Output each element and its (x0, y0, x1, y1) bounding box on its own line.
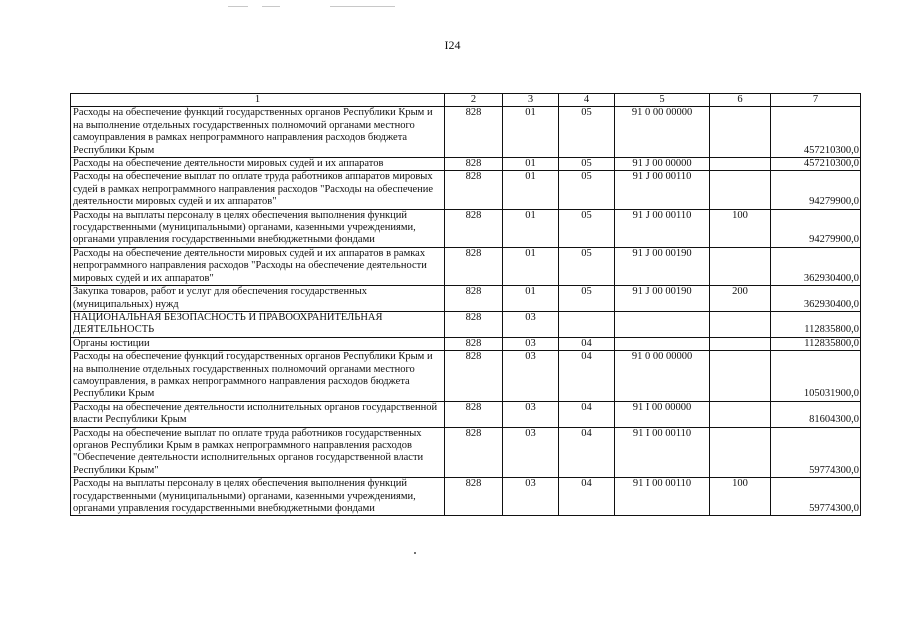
amount-cell: 457210300,0 (771, 107, 861, 158)
ministry-code-cell: 828 (445, 247, 503, 285)
column-header: 1 (71, 94, 445, 107)
expense-name-cell: НАЦИОНАЛЬНАЯ БЕЗОПАСНОСТЬ И ПРАВООХРАНИТЕЛЬНАЯ ДЕЯТЕЛЬНОСТЬ (71, 311, 445, 337)
expense-name-cell: Органы юстиции (71, 337, 445, 350)
section-code-cell: 03 (503, 427, 559, 478)
table-row (71, 478, 861, 516)
section-code-cell: 03 (503, 311, 559, 337)
expense-type-cell (710, 311, 771, 337)
target-article-cell: 91 J 00 00190 (615, 247, 710, 285)
target-article-cell (615, 311, 710, 337)
scan-artifact-line (330, 6, 395, 7)
expense-type-cell (710, 247, 771, 285)
expense-name-cell: Расходы на выплаты персоналу в целях обеспечения выполнения функций государственными (муниципальными) органами, казенными учреждениями, органами управления государственными внебюджетными фондами (71, 478, 445, 516)
subsection-code-cell: 05 (559, 158, 615, 171)
column-header: 4 (559, 94, 615, 107)
subsection-code-cell: 04 (559, 337, 615, 350)
ministry-code-cell: 828 (445, 427, 503, 478)
scan-speck (414, 552, 416, 554)
subsection-code-cell: 04 (559, 427, 615, 478)
section-code-cell: 03 (503, 401, 559, 427)
section-code-cell: 01 (503, 171, 559, 209)
expense-name-cell: Расходы на обеспечение функций государственных органов Республики Крым и на выполнение отдельных государственных полномочий органами местного самоуправления в рамках непрограммного направления расходов бюджета Республики Крым (71, 107, 445, 158)
column-header: 6 (710, 94, 771, 107)
subsection-code-cell: 04 (559, 478, 615, 516)
section-code-cell: 03 (503, 478, 559, 516)
target-article-cell: 91 J 00 00000 (615, 158, 710, 171)
amount-cell: 105031900,0 (771, 351, 861, 402)
table-row (71, 107, 861, 158)
amount-cell: 112835800,0 (771, 311, 861, 337)
expense-name-cell: Расходы на обеспечение деятельности мировых судей и их аппаратов в рамках непрограммного направления расходов "Расходы на обеспечение деятельности мировых судей и их аппаратов" (71, 247, 445, 285)
expense-type-cell (710, 351, 771, 402)
amount-cell: 81604300,0 (771, 401, 861, 427)
subsection-code-cell: 05 (559, 107, 615, 158)
expense-type-cell: 200 (710, 286, 771, 312)
ministry-code-cell: 828 (445, 286, 503, 312)
target-article-cell: 91 J 00 00110 (615, 209, 710, 247)
target-article-cell: 91 I 00 00000 (615, 401, 710, 427)
expense-type-cell: 100 (710, 478, 771, 516)
section-code-cell: 01 (503, 209, 559, 247)
amount-cell: 457210300,0 (771, 158, 861, 171)
target-article-cell: 91 I 00 00110 (615, 478, 710, 516)
ministry-code-cell: 828 (445, 478, 503, 516)
subsection-code-cell: 05 (559, 286, 615, 312)
section-code-cell: 01 (503, 158, 559, 171)
expense-type-cell (710, 171, 771, 209)
column-header: 7 (771, 94, 861, 107)
target-article-cell: 91 0 00 00000 (615, 351, 710, 402)
target-article-cell: 91 J 00 00190 (615, 286, 710, 312)
target-article-cell: 91 0 00 00000 (615, 107, 710, 158)
scan-artifact-line (228, 6, 248, 7)
column-header: 5 (615, 94, 710, 107)
target-article-cell: 91 I 00 00110 (615, 427, 710, 478)
column-header: 2 (445, 94, 503, 107)
column-number-row (71, 94, 861, 107)
subsection-code-cell: 05 (559, 209, 615, 247)
subsection-code-cell (559, 311, 615, 337)
page-number: I24 (444, 38, 461, 52)
table-row (71, 311, 861, 337)
expense-name-cell: Расходы на обеспечение выплат по оплате труда работников государственных органов Республики Крым в рамках непрограммного направления расходов "Обеспечение деятельности исполнительных органов государственной власти Республики Крым" (71, 427, 445, 478)
subsection-code-cell: 04 (559, 401, 615, 427)
section-code-cell: 01 (503, 286, 559, 312)
ministry-code-cell: 828 (445, 209, 503, 247)
ministry-code-cell: 828 (445, 107, 503, 158)
table-row (71, 158, 861, 171)
expense-name-cell: Расходы на обеспечение деятельности исполнительных органов государственной власти Республики Крым (71, 401, 445, 427)
section-code-cell: 01 (503, 107, 559, 158)
target-article-cell (615, 337, 710, 350)
expense-type-cell (710, 337, 771, 350)
subsection-code-cell: 04 (559, 351, 615, 402)
budget-table (70, 93, 861, 516)
scan-artifact-line (262, 6, 280, 7)
amount-cell: 59774300,0 (771, 427, 861, 478)
table-row (71, 247, 861, 285)
expense-name-cell: Расходы на обеспечение функций государственных органов Республики Крым и на выполнение отдельных государственных полномочий органами местного самоуправления, в рамках непрограммного направления расходов бюджета Республики Крым (71, 351, 445, 402)
column-header: 3 (503, 94, 559, 107)
expense-name-cell: Расходы на обеспечение выплат по оплате труда работников аппаратов мировых судей в рамках непрограммного направления расходов "Расходы на обеспечение деятельности мировых судей и их аппаратов" (71, 171, 445, 209)
section-code-cell: 01 (503, 247, 559, 285)
expense-type-cell (710, 427, 771, 478)
subsection-code-cell: 05 (559, 247, 615, 285)
amount-cell: 94279900,0 (771, 171, 861, 209)
amount-cell: 94279900,0 (771, 209, 861, 247)
amount-cell: 59774300,0 (771, 478, 861, 516)
table-row (71, 286, 861, 312)
ministry-code-cell: 828 (445, 311, 503, 337)
ministry-code-cell: 828 (445, 351, 503, 402)
expense-type-cell (710, 158, 771, 171)
expense-name-cell: Закупка товаров, работ и услуг для обеспечения государственных (муниципальных) нужд (71, 286, 445, 312)
ministry-code-cell: 828 (445, 401, 503, 427)
section-code-cell: 03 (503, 351, 559, 402)
expense-type-cell: 100 (710, 209, 771, 247)
table-row (71, 171, 861, 209)
expense-name-cell: Расходы на выплаты персоналу в целях обеспечения выполнения функций государственными (муниципальными) органами, казенными учреждениями, органами управления государственными внебюджетными фондами (71, 209, 445, 247)
subsection-code-cell: 05 (559, 171, 615, 209)
table-row (71, 337, 861, 350)
expense-type-cell (710, 107, 771, 158)
ministry-code-cell: 828 (445, 158, 503, 171)
amount-cell: 362930400,0 (771, 286, 861, 312)
table-row (71, 401, 861, 427)
expense-type-cell (710, 401, 771, 427)
table-row (71, 209, 861, 247)
ministry-code-cell: 828 (445, 337, 503, 350)
section-code-cell: 03 (503, 337, 559, 350)
target-article-cell: 91 J 00 00110 (615, 171, 710, 209)
amount-cell: 362930400,0 (771, 247, 861, 285)
ministry-code-cell: 828 (445, 171, 503, 209)
table-row (71, 351, 861, 402)
expense-name-cell: Расходы на обеспечение деятельности мировых судей и их аппаратов (71, 158, 445, 171)
table-row (71, 427, 861, 478)
amount-cell: 112835800,0 (771, 337, 861, 350)
